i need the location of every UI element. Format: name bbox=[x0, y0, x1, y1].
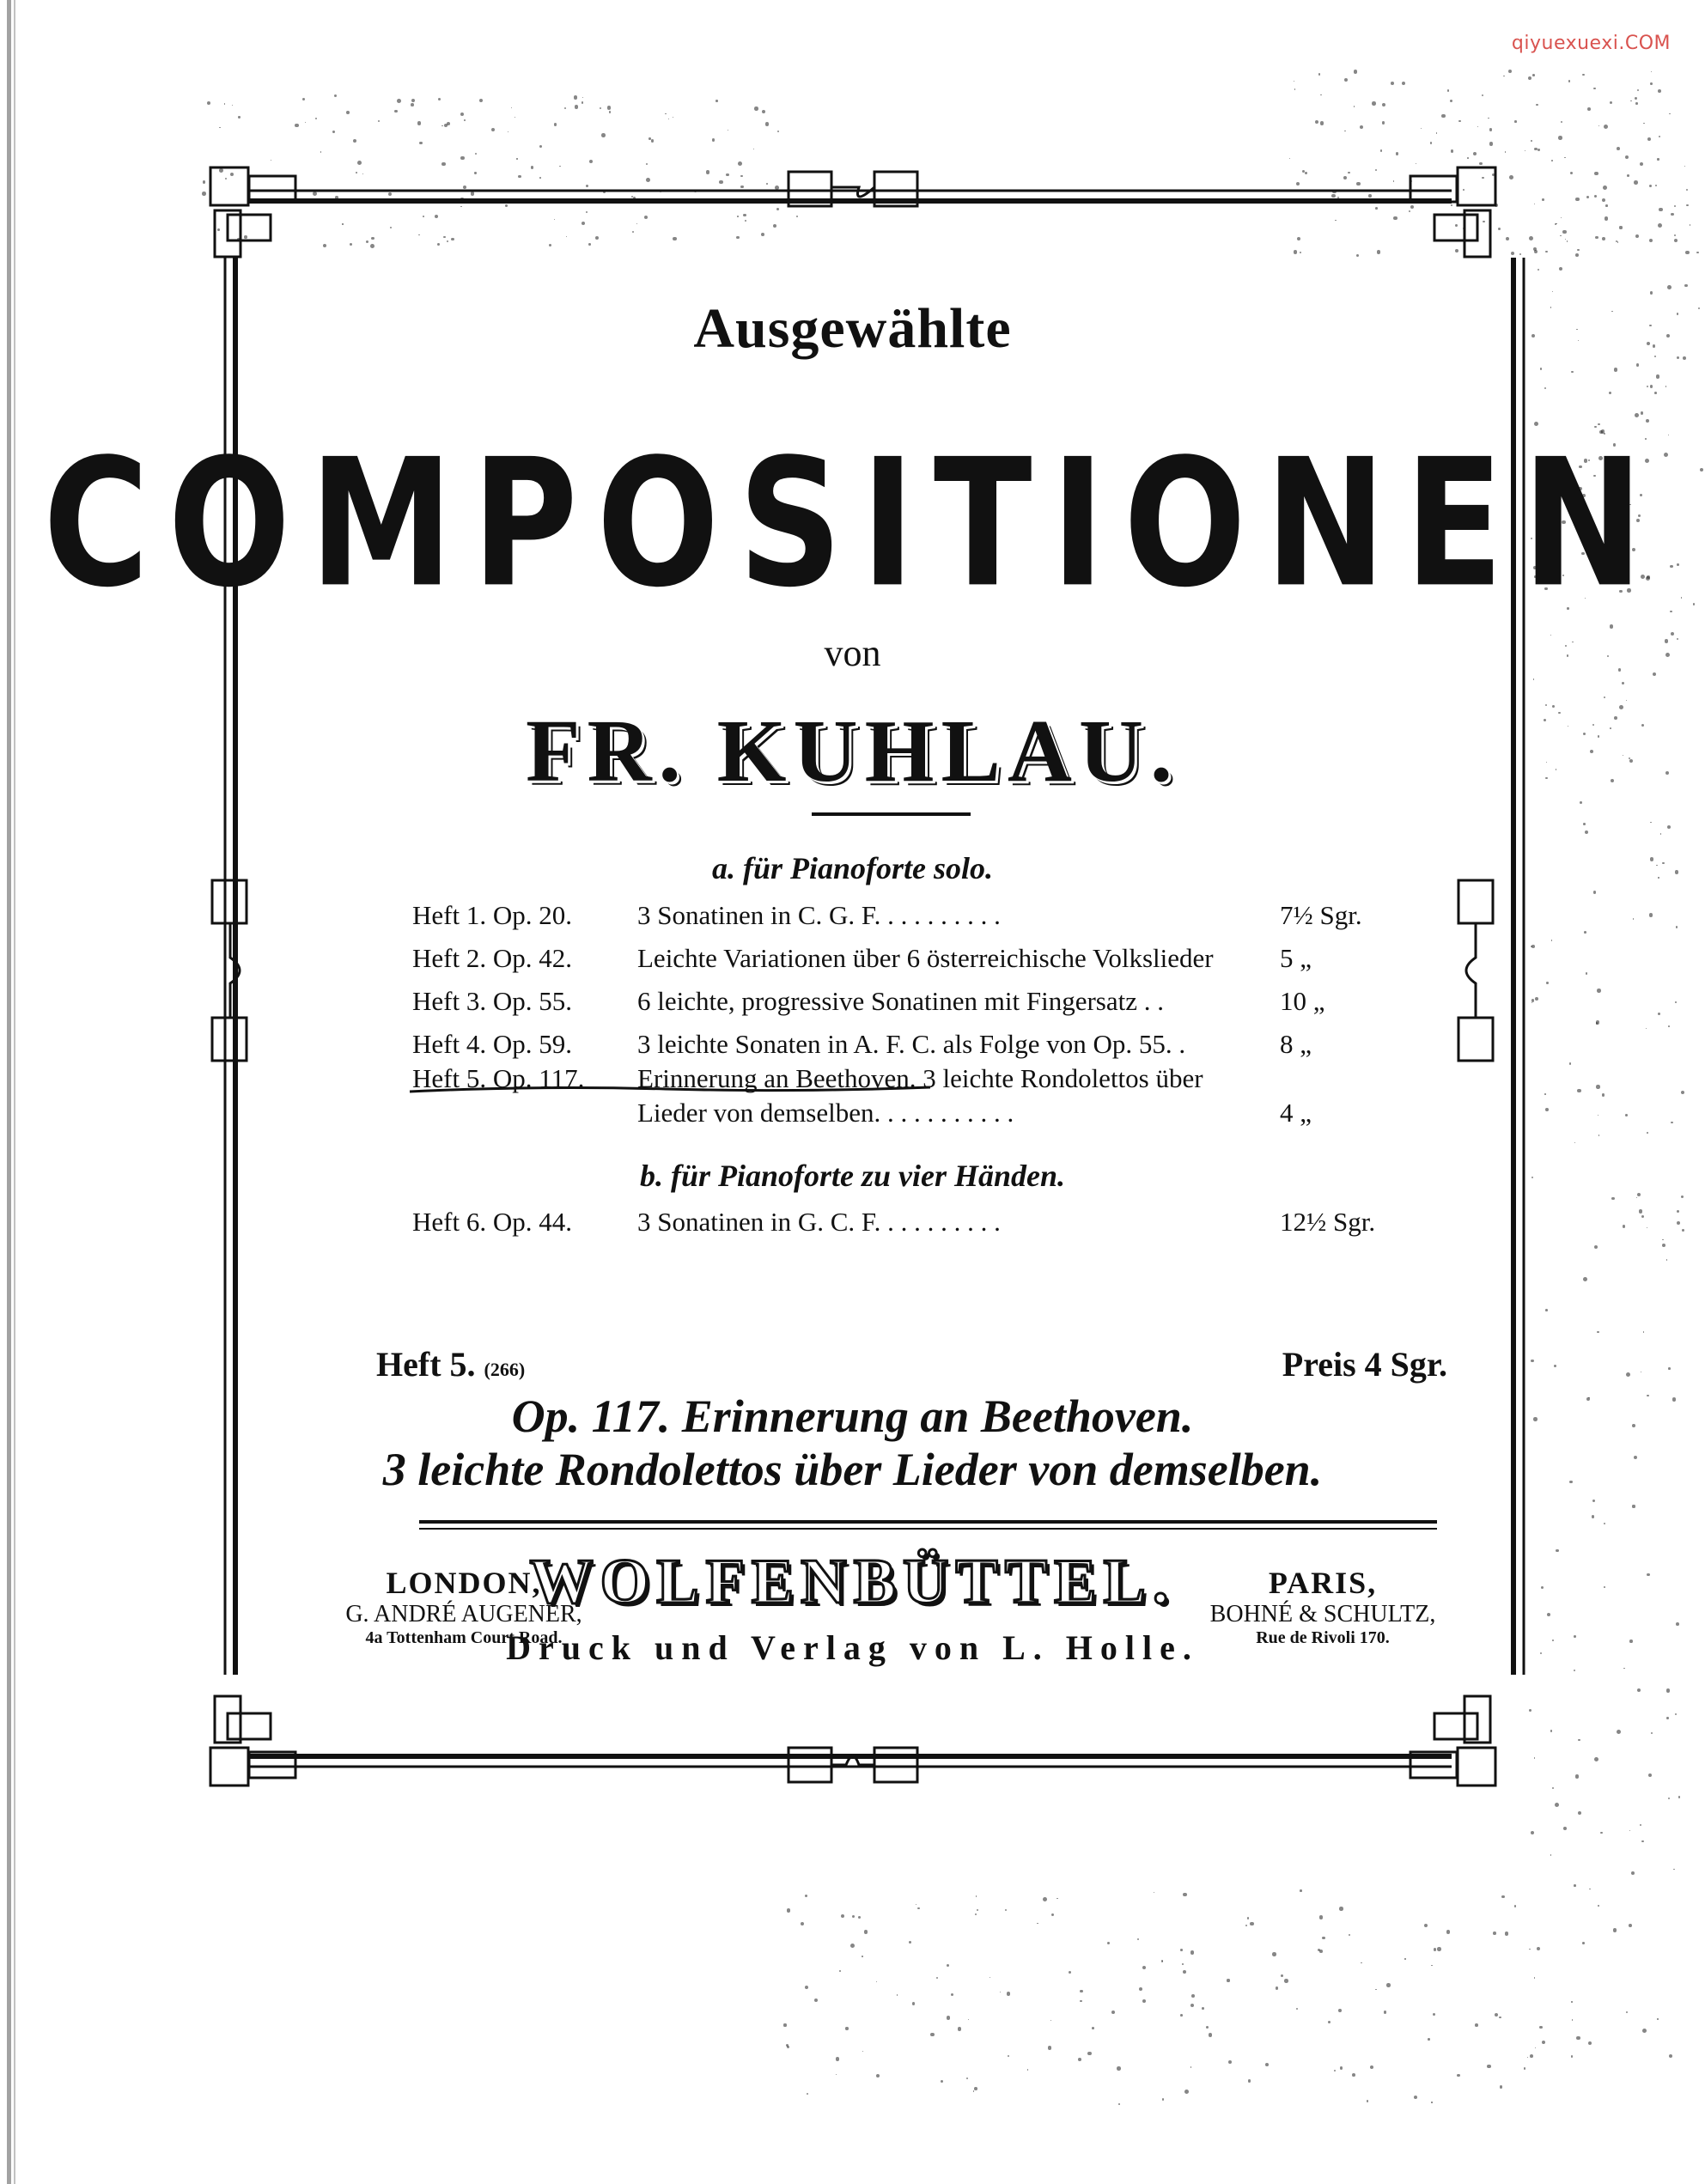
current-heft-label: Heft 5. bbox=[376, 1345, 476, 1384]
title-by: von bbox=[824, 632, 881, 674]
heft-price: 7½ Sgr. bbox=[1280, 900, 1362, 930]
heft-row bbox=[412, 986, 1391, 1029]
heft-number: Heft 4. Op. 59. bbox=[412, 1029, 572, 1059]
heft-title: 3 Sonatinen in G. C. F. . . . . . . . . . bbox=[637, 1207, 1001, 1237]
heft-title: Lieder von demselben. . . . . . . . . . . bbox=[637, 1098, 1014, 1128]
heft-price: 10 „ bbox=[1280, 986, 1325, 1016]
paris-city: PARIS, bbox=[1268, 1566, 1378, 1600]
heft-row bbox=[412, 1098, 1391, 1141]
current-title-line2: 3 leichte Rondolettos über Lieder von demselben. bbox=[382, 1444, 1323, 1495]
heft-title: 3 leichte Sonaten in A. F. C. als Folge von Op. 55. . bbox=[637, 1029, 1186, 1059]
heft-price: 4 „ bbox=[1280, 1098, 1312, 1128]
printer-line: Druck und Verlag von L. Holle. bbox=[506, 1628, 1199, 1667]
double-rule bbox=[419, 1520, 1437, 1532]
heft-price: 12½ Sgr. bbox=[1280, 1207, 1376, 1237]
heft-title: 3 Sonatinen in C. G. F. . . . . . . . . . bbox=[637, 900, 1001, 930]
main-city: WOLFENBÜTTEL. bbox=[529, 1547, 1176, 1617]
london-publisher: G. ANDRÉ AUGENER, bbox=[345, 1601, 582, 1627]
heft-row bbox=[412, 1207, 1391, 1250]
heft-price: 8 „ bbox=[1280, 1029, 1312, 1059]
heft-number: Heft 3. Op. 55. bbox=[412, 986, 572, 1016]
plate-number: (266) bbox=[484, 1359, 526, 1380]
heft-number: Heft 2. Op. 42. bbox=[412, 943, 572, 973]
london-address: 4a Tottenham Court Road. bbox=[365, 1628, 563, 1647]
heft-row bbox=[412, 900, 1391, 943]
heft-number: Heft 1. Op. 20. bbox=[412, 900, 572, 930]
current-title-line1: Op. 117. Erinnerung an Beethoven. bbox=[511, 1390, 1194, 1442]
title-main: COMPOSITIONEN bbox=[43, 421, 1662, 627]
watermark-text: qiyuexuexi.COM bbox=[1511, 33, 1671, 54]
publisher-paris bbox=[1203, 1565, 1443, 1648]
section-b-heading: b. für Pianoforte zu vier Händen. bbox=[639, 1159, 1066, 1193]
heft-title: 6 leichte, progressive Sonatinen mit Fingersatz . . bbox=[637, 986, 1164, 1016]
heft-price: 5 „ bbox=[1280, 943, 1312, 973]
heft-number: Heft 5. Op. 117. bbox=[412, 1063, 585, 1093]
heft-row bbox=[412, 943, 1391, 986]
title-rule bbox=[812, 812, 971, 816]
section-a-heading: a. für Pianoforte solo. bbox=[711, 851, 994, 885]
heft-title: Leichte Variationen über 6 österreichische Volkslieder bbox=[637, 943, 1214, 973]
heft-number: Heft 6. Op. 44. bbox=[412, 1207, 572, 1237]
title-pre: Ausgewählte bbox=[693, 297, 1012, 360]
handwritten-underline bbox=[408, 1084, 932, 1094]
current-price: Preis 4 Sgr. bbox=[1282, 1345, 1447, 1384]
paris-publisher: BOHNÉ & SCHULTZ, bbox=[1209, 1601, 1436, 1627]
heft-title: Erinnerung an Beethoven. 3 leichte Rondolettos über bbox=[637, 1063, 1203, 1093]
current-heft bbox=[376, 1344, 525, 1384]
composer-name: FR. KUHLAU. bbox=[525, 702, 1180, 800]
london-city: LONDON, bbox=[386, 1566, 542, 1600]
paris-address: Rue de Rivoli 170. bbox=[1256, 1628, 1390, 1647]
